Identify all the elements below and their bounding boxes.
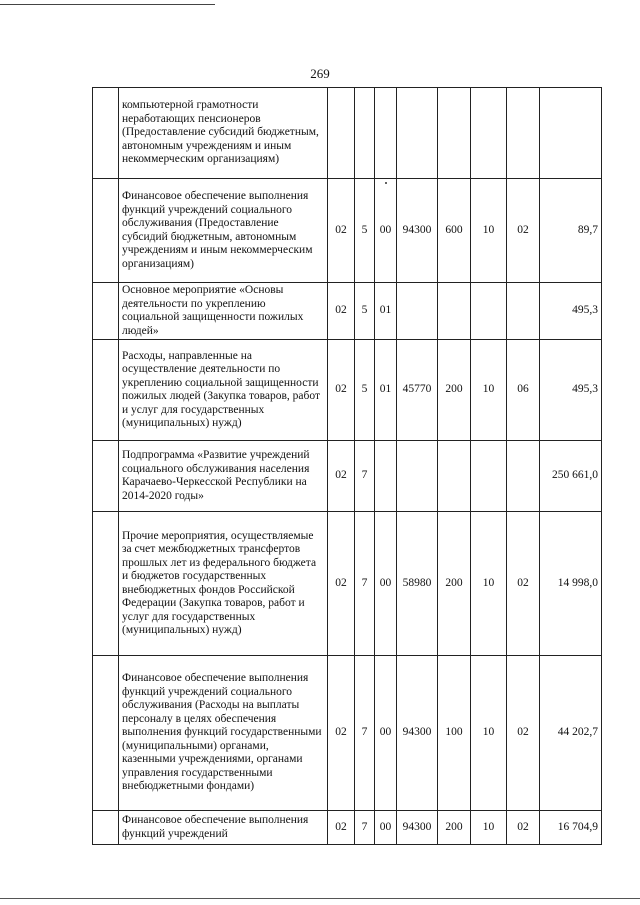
code-cell-c1: 02: [328, 512, 355, 656]
row-number-cell: [93, 283, 119, 340]
item-name-cell: Расходы, направленные на осуществление деятельности по укреплению социальной защищенности пожилых людей (Закупка товаров, работ и услуг для государственных (муниципальных) нужд): [119, 340, 328, 441]
amount-cell: 16 704,9: [540, 811, 602, 845]
code-cell-c1: 02: [328, 811, 355, 845]
code-cell-c4: 94300: [397, 656, 438, 811]
amount-cell: 89,7: [540, 179, 602, 283]
code-cell-c3: 01: [375, 283, 397, 340]
code-cell-c5: 200: [438, 811, 471, 845]
item-name-cell: Основное мероприятие «Основы деятельности по укреплению социальной защищенности пожилых людей»: [119, 283, 328, 340]
top-rule: [0, 4, 215, 5]
amount-cell: 250 661,0: [540, 441, 602, 512]
code-cell-c7: 06: [507, 340, 540, 441]
table-row: [93, 441, 602, 512]
table-row: [93, 88, 602, 179]
code-cell-c3: 00: [375, 512, 397, 656]
code-cell-c3: 00: [375, 179, 397, 283]
code-cell-c6: [471, 441, 507, 512]
code-cell-c5: 200: [438, 340, 471, 441]
table-row: [93, 179, 602, 283]
item-name-cell: компьютерной грамотности неработающих пенсионеров (Предоставление субсидий бюджетным, автономным учреждениям и иным некоммерческим организациям): [119, 88, 328, 179]
code-cell-c7: 02: [507, 512, 540, 656]
code-cell-c4: [397, 283, 438, 340]
code-cell-c4: [397, 441, 438, 512]
code-cell-c3: [375, 441, 397, 512]
code-cell-c2: 7: [355, 811, 375, 845]
code-cell-c6: [471, 88, 507, 179]
item-name-cell: Прочие мероприятия, осуществляемые за счет межбюджетных трансфертов прошлых лет из федерального бюджета и бюджетов государственных внебюджетных фондов Российской Федерации (Закупка товаров, работ и услуг для государственных (муниципальных) нужд): [119, 512, 328, 656]
code-cell-c2: 5: [355, 283, 375, 340]
row-number-cell: [93, 512, 119, 656]
code-cell-c1: 02: [328, 441, 355, 512]
item-name-cell: Финансовое обеспечение выполнения функций учреждений социального обслуживания (Расходы на выплаты персоналу в целях обеспечения выполнения функций государственными (муниципальными) органами, казенными учреждениями, органами управления государственными внебюджетными фондами): [119, 656, 328, 811]
item-name-cell: Финансовое обеспечение выполнения функций учреждений: [119, 811, 328, 845]
row-number-cell: [93, 340, 119, 441]
amount-cell: 14 998,0: [540, 512, 602, 656]
row-number-cell: [93, 179, 119, 283]
code-cell-c1: 02: [328, 283, 355, 340]
code-cell-c4: 94300: [397, 179, 438, 283]
code-cell-c6: 10: [471, 340, 507, 441]
scan-speck: [385, 182, 387, 184]
code-cell-c5: 200: [438, 512, 471, 656]
code-cell-c5: 600: [438, 179, 471, 283]
code-cell-c2: 7: [355, 441, 375, 512]
code-cell-c5: [438, 283, 471, 340]
table-row: [93, 656, 602, 811]
row-number-cell: [93, 656, 119, 811]
code-cell-c6: [471, 283, 507, 340]
table-row: [93, 283, 602, 340]
code-cell-c5: [438, 88, 471, 179]
code-cell-c2: 5: [355, 340, 375, 441]
amount-cell: [540, 88, 602, 179]
table-row: [93, 811, 602, 845]
code-cell-c4: 45770: [397, 340, 438, 441]
code-cell-c6: 10: [471, 179, 507, 283]
code-cell-c4: 58980: [397, 512, 438, 656]
item-name-cell: Подпрограмма «Развитие учреждений социального обслуживания населения Карачаево-Черкесской Республики на 2014-2020 годы»: [119, 441, 328, 512]
code-cell-c1: [328, 88, 355, 179]
code-cell-c7: [507, 283, 540, 340]
row-number-cell: [93, 441, 119, 512]
code-cell-c7: [507, 441, 540, 512]
code-cell-c7: 02: [507, 179, 540, 283]
code-cell-c2: [355, 88, 375, 179]
code-cell-c6: 10: [471, 512, 507, 656]
code-cell-c3: 00: [375, 656, 397, 811]
code-cell-c6: 10: [471, 811, 507, 845]
row-number-cell: [93, 88, 119, 179]
code-cell-c4: [397, 88, 438, 179]
code-cell-c3: 00: [375, 811, 397, 845]
code-cell-c6: 10: [471, 656, 507, 811]
code-cell-c3: [375, 88, 397, 179]
item-name-cell: Финансовое обеспечение выполнения функций учреждений социального обслуживания (Предоставление субсидий бюджетным, автономным учреждениям и иным некоммерческим организациям): [119, 179, 328, 283]
table-row: [93, 512, 602, 656]
row-number-cell: [93, 811, 119, 845]
code-cell-c1: 02: [328, 656, 355, 811]
budget-table: [92, 87, 602, 845]
code-cell-c7: [507, 88, 540, 179]
code-cell-c2: 5: [355, 179, 375, 283]
code-cell-c2: 7: [355, 512, 375, 656]
code-cell-c7: 02: [507, 656, 540, 811]
amount-cell: 495,3: [540, 283, 602, 340]
code-cell-c5: [438, 441, 471, 512]
amount-cell: 44 202,7: [540, 656, 602, 811]
code-cell-c7: 02: [507, 811, 540, 845]
table-row: [93, 340, 602, 441]
page-number: 269: [310, 66, 330, 81]
code-cell-c4: 94300: [397, 811, 438, 845]
code-cell-c1: 02: [328, 340, 355, 441]
code-cell-c3: 01: [375, 340, 397, 441]
amount-cell: 495,3: [540, 340, 602, 441]
bottom-rule: [0, 898, 640, 899]
code-cell-c5: 100: [438, 656, 471, 811]
code-cell-c2: 7: [355, 656, 375, 811]
code-cell-c1: 02: [328, 179, 355, 283]
